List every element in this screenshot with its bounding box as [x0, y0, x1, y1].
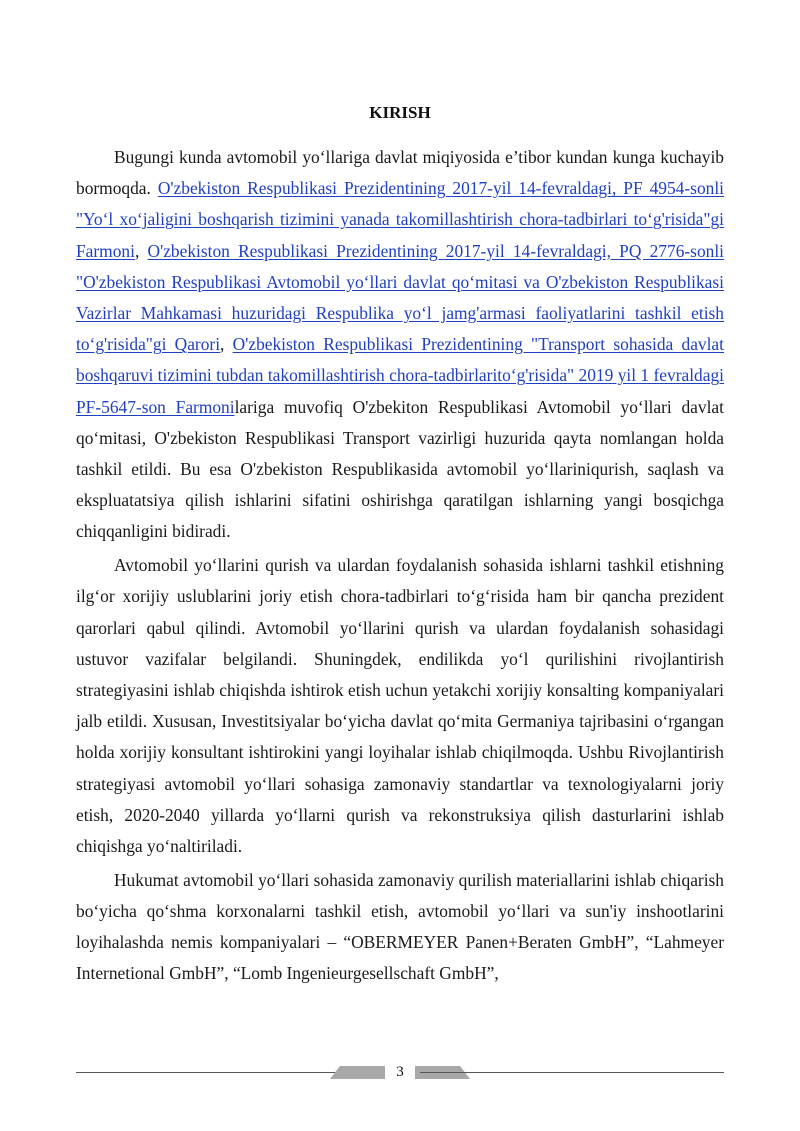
- decree-link-pf-5647[interactable]: O'zbekiston Respublikasi Prezidentining "Transport sohasida davlat boshqaruvi tizimini tubdan takomillashtirish chora-tadbirlarito‘g'risida" 2019 yil 1 fevraldagi PF-5647-son Farmoni: [76, 334, 724, 417]
- paragraph-2: Avtomobil yo‘llarini qurish va ulardan foydalanish sohasida ishlarni tashkil etishning ilg‘or xorijiy uslublarini joriy etish chora-tadbirlari to‘g‘risida ham bir qancha prezident qarorlari qabul qilindi. Avtomobil yo‘llarini qurish va ulardan foydalanish sohasidagi ustuvor vazifalar belgilandi. Shuningdek, endilikda yo‘l qurilishini rivojlantirish strategiyasini ishlab chiqishda ishtirok etish uchun yetakchi xorijiy konsalting kompaniyalari jalb etildi. Xususan, Investitsiyalar bo‘yicha davlat qo‘mita Germaniya tajribasini o‘rgangan holda xorijiy konsultant ishtirokini yangi loyihalar ishlab chiqilmoqda. Ushbu Rivojlantirish strategiyasi avtomobil yo‘llari sohasiga zamonaviy standartlar va texnologiyalarni joriy etish, 2020-2040 yillarda yo‘llarni qurish va rekonstruksiya qilish dasturlarini ishlab chiqishga yo‘naltiriladi.: [76, 555, 724, 857]
- footer-ornament-left: [330, 1066, 385, 1079]
- page-number: 3: [396, 1064, 404, 1080]
- paragraph-3: Hukumat avtomobil yo‘llari sohasida zamonaviy qurilish materiallarini ishlab chiqarish bo‘yicha qo‘shma korxonalarni tashkil etish, avtomobil yo‘llari va sun'iy inshootlarini loyihalashda nemis kompaniyalari – “OBERMEYER Panen+Beraten GmbH”, “Lahmeyer Internetional GmbH”, “Lomb Ingenieurgesellschaft GmbH”,: [76, 869, 724, 984]
- body-text: [76, 142, 724, 992]
- separator-text: ,: [134, 240, 148, 261]
- footer-divider-right: [420, 1072, 724, 1073]
- section-title: KIRISH: [369, 103, 431, 122]
- resolution-link-pq-2776[interactable]: O'zbekiston Respublikasi Prezidentining 2017-yil 14-fevraldagi, PQ 2776-sonli "O'zbekiston Respublikasi Avtomobil yo‘llari davlat qo‘mitasi va O'zbekiston Respublikasi Vazirlar Mahkamasi huzuridagi Respublika yo‘l jamg'armasi faoliyatlarini tashkil etish to‘g'risida"gi Qarori: [76, 240, 724, 355]
- paragraph-1-rest: lariga muvofiq O'zbekiton Respublikasi Avtomobil yo‘llari davlat qo‘mitasi, O'zbekiston Respublikasi Transport vazirligi huzurida qayta nomlangan holda tashkil etildi. Bu esa O'zbekiston Respublikasida avtomobil yo‘llariniqurish, saqlash va ekspluatatsiya qilish ishlarini sifatini oshirishga qaratilgan ishlarning yangi bosqichga chiqqanligini bidiradi.: [76, 396, 724, 542]
- paragraph-1-intro: Bugungi kunda avtomobil yo‘llariga davlat miqiyosida e’tibor kundan kunga kuchayib bormoqda.: [76, 147, 724, 199]
- paragraph-1: [76, 142, 724, 548]
- decree-link-pf-4954[interactable]: O'zbekiston Respublikasi Prezidentining 2017-yil 14-fevraldagi, PF 4954-sonli "Yo‘l xo‘jaligini boshqarish tizimini yanada takomillashtirish chora-tadbirlari to‘g'risida"gi Farmoni: [76, 178, 724, 261]
- separator-text: ,: [220, 334, 233, 355]
